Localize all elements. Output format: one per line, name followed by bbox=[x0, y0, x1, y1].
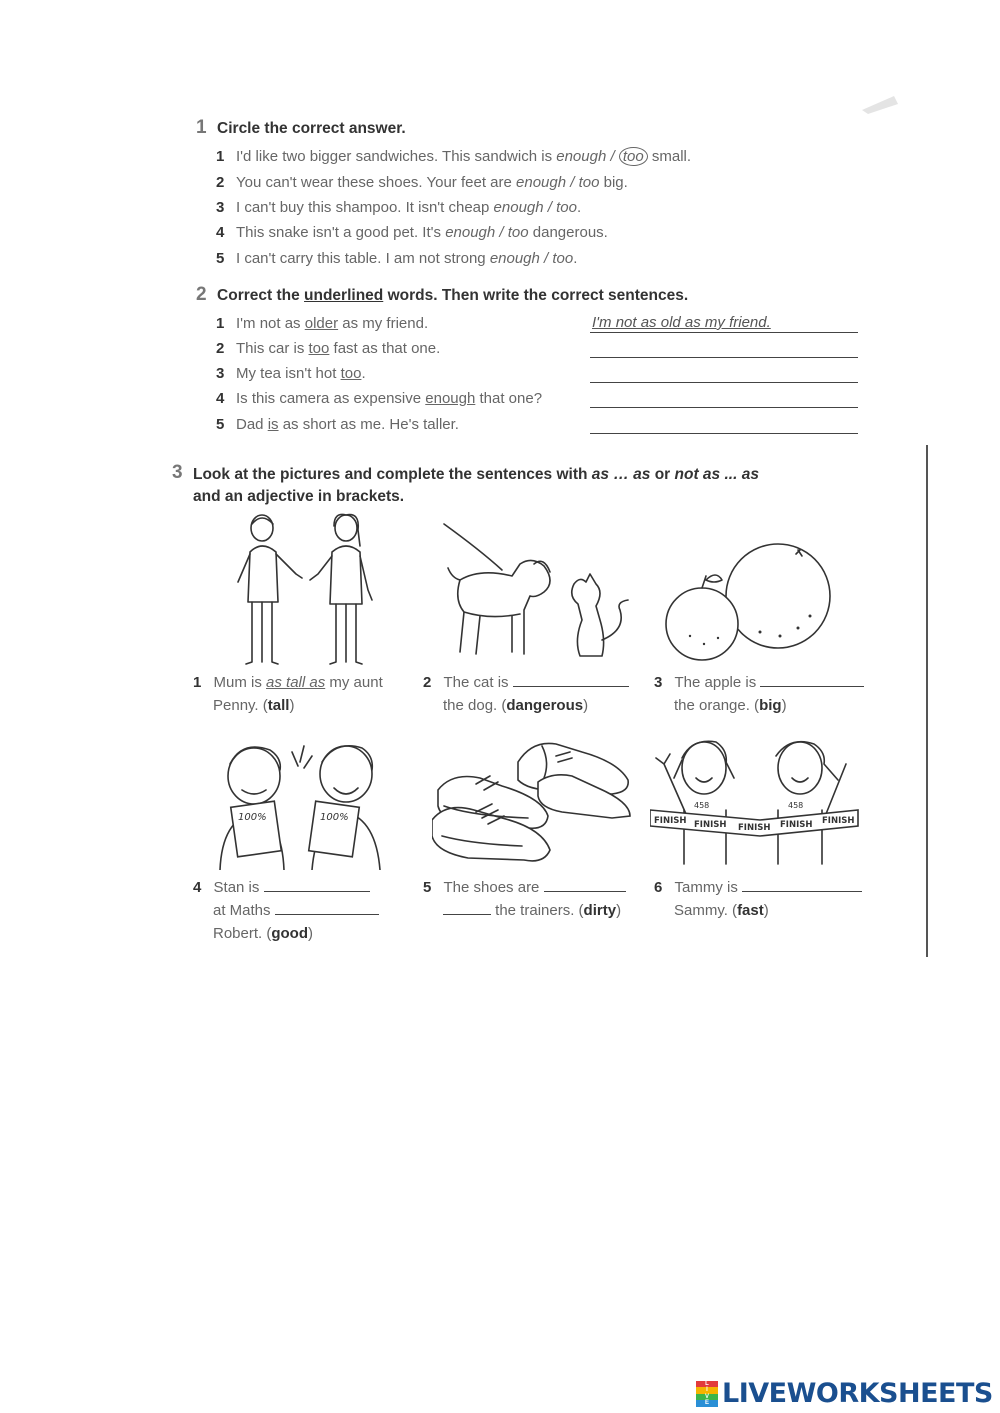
ex2-item-5: 5 Dad is as short as me. He's taller. bbox=[216, 416, 459, 433]
svg-text:458: 458 bbox=[788, 801, 804, 810]
svg-text:FINISH: FINISH bbox=[738, 823, 771, 833]
svg-text:100%: 100% bbox=[238, 812, 267, 823]
svg-text:FINISH: FINISH bbox=[654, 816, 687, 826]
ex1-item-1: 1 I'd like two bigger sandwiches. This sandwich is enough / too small. bbox=[216, 148, 692, 165]
caption-3: 3 The apple is the orange. (big) bbox=[654, 671, 864, 717]
ex2-item-2: 2 This car is too fast as that one. bbox=[216, 340, 441, 357]
blank-4a[interactable] bbox=[264, 877, 370, 892]
svg-text:100%: 100% bbox=[320, 812, 349, 823]
logo-text: LIVEWORKSHEETS bbox=[722, 1378, 993, 1409]
picture-mum-and-aunt bbox=[226, 512, 386, 668]
blank-6[interactable] bbox=[742, 877, 862, 892]
blank-3[interactable] bbox=[760, 672, 864, 687]
caption-4: 4 Stan is at Maths Robert. (good) bbox=[193, 876, 379, 945]
svg-text:FINISH: FINISH bbox=[694, 820, 727, 830]
exercise-3-title: Look at the pictures and complete the sentences with as … as or not as ... as and an adjective in brackets. bbox=[193, 466, 759, 505]
liveworksheets-logo[interactable] bbox=[696, 1378, 993, 1409]
exercise-3-heading: 3 bbox=[172, 462, 183, 483]
ex1-item-2[interactable]: 2 You can't wear these shoes. Your feet are enough / too big. bbox=[216, 174, 628, 191]
picture-shoes-and-trainers bbox=[432, 732, 634, 878]
blank-2[interactable] bbox=[513, 672, 629, 687]
caption-6: 6 Tammy is Sammy. (fast) bbox=[654, 876, 862, 922]
corner-mark bbox=[858, 88, 900, 114]
margin-rule bbox=[926, 445, 928, 957]
ex2-item-1: 1 I'm not as older as my friend. bbox=[216, 315, 429, 332]
svg-text:FINISH: FINISH bbox=[822, 816, 855, 826]
blank-5b[interactable] bbox=[443, 900, 491, 915]
circled-answer[interactable]: too bbox=[619, 147, 648, 166]
answer-line-4[interactable] bbox=[590, 407, 858, 408]
ex2-item-4: 4 Is this camera as expensive enough that one? bbox=[216, 390, 543, 407]
svg-text:FINISH: FINISH bbox=[780, 820, 813, 830]
ex1-item-5[interactable]: 5 I can't carry this table. I am not strong enough / too. bbox=[216, 250, 578, 267]
blank-4b[interactable] bbox=[275, 900, 379, 915]
caption-5: 5 The shoes are the trainers. (dirty) bbox=[423, 876, 626, 922]
picture-girls-racing bbox=[650, 734, 860, 868]
svg-text:458: 458 bbox=[694, 801, 710, 810]
caption-2: 2 The cat is the dog. (dangerous) bbox=[423, 671, 629, 717]
ex1-item-3[interactable]: 3 I can't buy this shampoo. It isn't cheap enough / too. bbox=[216, 199, 582, 216]
blank-5a[interactable] bbox=[544, 877, 626, 892]
answer-line-1[interactable] bbox=[590, 332, 858, 333]
exercise-1-heading: 1 Circle the correct answer. bbox=[196, 117, 406, 138]
picture-apple-and-orange bbox=[660, 540, 836, 664]
picture-dog-and-cat bbox=[440, 520, 638, 662]
model-answer: as tall as bbox=[266, 674, 326, 691]
exercise-2-heading: 2 Correct the underlined words. Then write the correct sentences. bbox=[196, 284, 689, 305]
picture-boys-with-tests bbox=[212, 740, 392, 870]
ex2-item-3: 3 My tea isn't hot too. bbox=[216, 365, 366, 382]
answer-line-5[interactable] bbox=[590, 433, 858, 434]
answer-line-2[interactable] bbox=[590, 357, 858, 358]
caption-1: 1 Mum is as tall as my aunt Penny. (tall) bbox=[193, 674, 383, 714]
ex2-answer-1[interactable]: I'm not as old as my friend. bbox=[592, 314, 771, 331]
logo-badge-icon: L I V E bbox=[696, 1381, 718, 1407]
answer-line-3[interactable] bbox=[590, 382, 858, 383]
ex1-item-4[interactable]: 4 This snake isn't a good pet. It's enough / too dangerous. bbox=[216, 224, 608, 241]
